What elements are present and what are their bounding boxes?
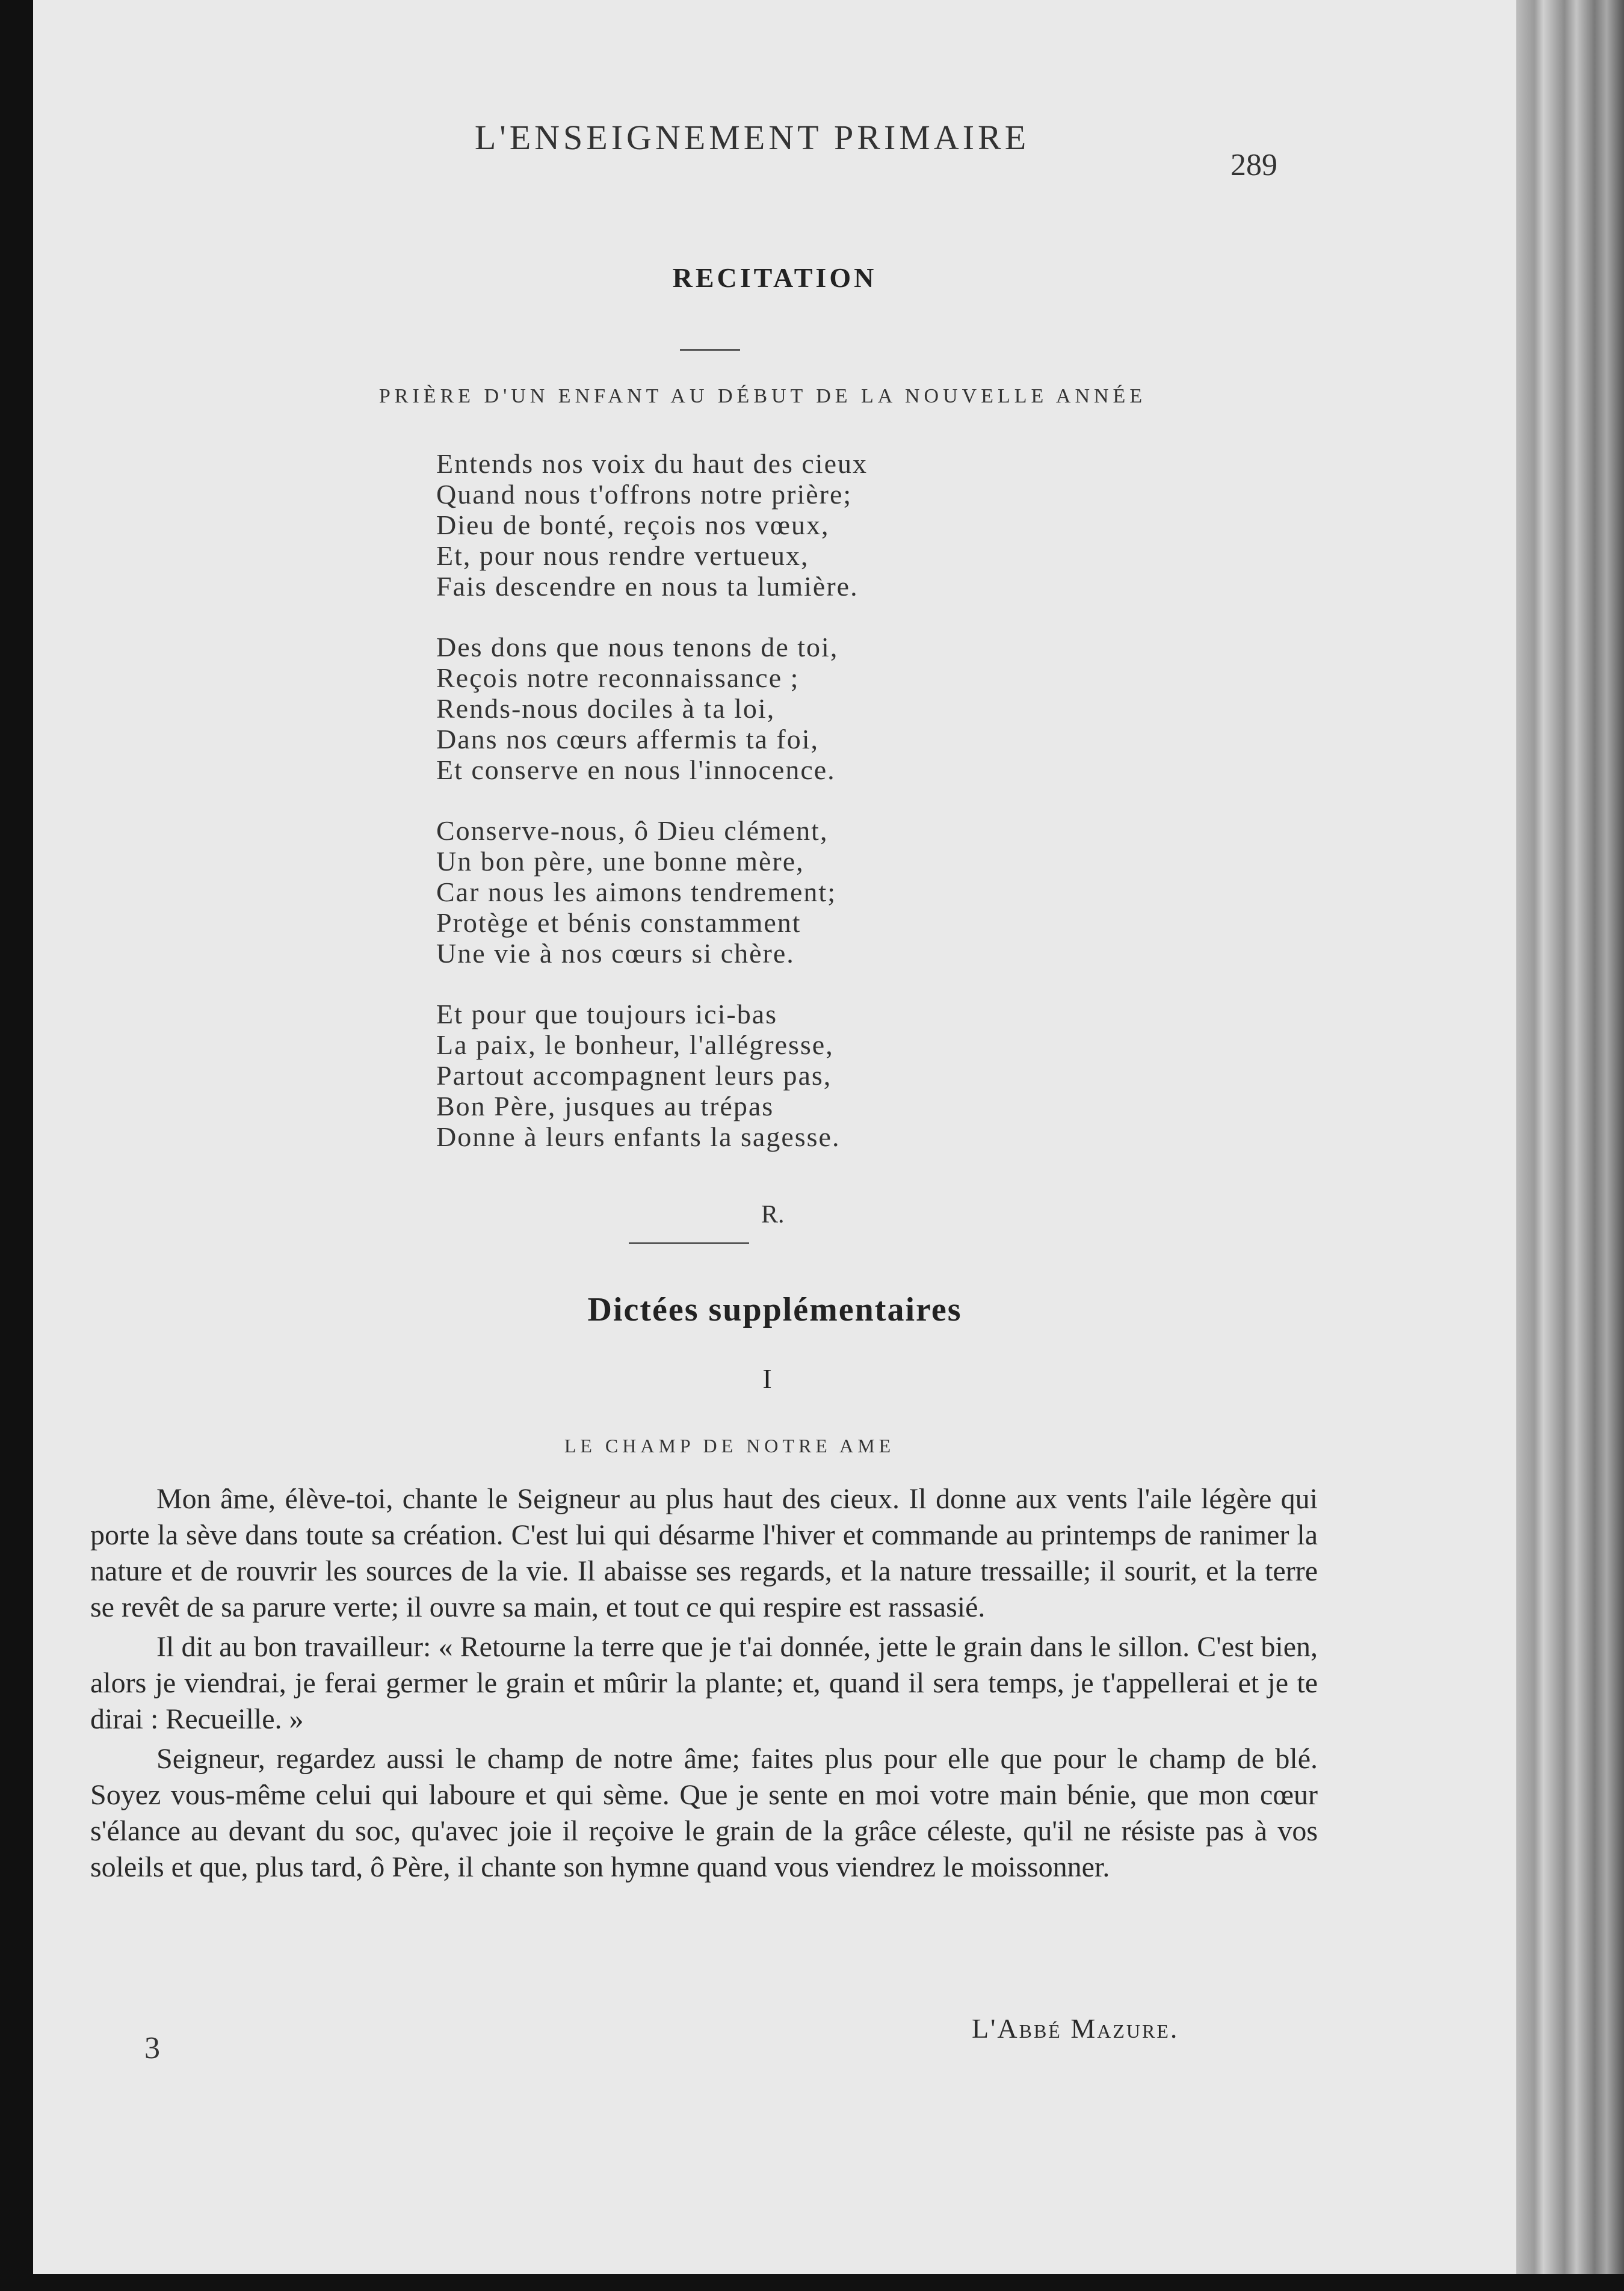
poem-line: Une vie à nos cœurs si chère. (436, 938, 795, 969)
poem-line: Bon Père, jusques au trépas (436, 1091, 774, 1121)
poem-line: Reçois notre reconnaissance ; (436, 662, 800, 693)
stanza-3 (436, 815, 1098, 969)
poem-title: PRIÈRE D'UN ENFANT AU DÉBUT DE LA NOUVELLE ANNÉE (378, 385, 1147, 407)
poem-line: Partout accompagnent leurs pas, (436, 1060, 832, 1091)
poem-line: Donne à leurs enfants la sagesse. (436, 1121, 841, 1152)
poem-line: Rends-nous dociles à ta loi, (436, 693, 776, 724)
poem-line: Des dons que nous tenons de toi, (436, 632, 839, 662)
poem-line: Quand nous t'offrons notre prière; (436, 479, 853, 510)
running-header (33, 117, 1516, 182)
poem-line: Entends nos voix du haut des cieux (436, 448, 868, 479)
poem-line: Fais descendre en nous ta lumière. (436, 571, 859, 602)
poem-line: Car nous les aimons tendrement; (436, 877, 836, 907)
poem-line: Dieu de bonté, reçois nos vœux, (436, 510, 830, 540)
page-number: 289 (1230, 148, 1277, 182)
divider-rule (680, 349, 740, 351)
poem-signature: R. (761, 1201, 785, 1229)
stanza-1 (436, 448, 1098, 602)
poem-line: Un bon père, une bonne mère, (436, 846, 804, 877)
dictee-number: I (762, 1363, 775, 1394)
printer-signature-mark: 3 (144, 2031, 160, 2065)
poem-line: Et pour que toujours ici-bas (436, 999, 778, 1029)
dictee-text (90, 1481, 1318, 1889)
scan-border-left (0, 0, 33, 2291)
book-page (33, 0, 1516, 2274)
scan-border-bottom (0, 2274, 1624, 2291)
scan-page-edge-right (1516, 0, 1624, 2291)
stanza-2 (436, 632, 1098, 785)
poem-line: La paix, le bonheur, l'allégresse, (436, 1029, 834, 1060)
stanza-4 (436, 999, 1098, 1152)
poem-line: Protège et bénis constamment (436, 907, 801, 938)
poem-line: Conserve-nous, ô Dieu clément, (436, 815, 829, 846)
dictees-heading: Dictées supplémentaires (587, 1291, 962, 1328)
divider-rule (629, 1242, 749, 1244)
poem-line: Et conserve en nous l'innocence. (436, 754, 836, 785)
paragraph: Il dit au bon travailleur: « Retourne la terre que je t'ai donnée, jette le grain dans le sillon. C'est bien, alors je viendrai, je ferai germer le grain et mûrir la plante; et, quand il sera temps, je t'appellerai et je te dirai : Recueille. » (90, 1631, 1318, 1735)
journal-title: L'ENSEIGNEMENT PRIMAIRE (474, 118, 1030, 157)
poem-line: Dans nos cœurs affermis ta foi, (436, 724, 820, 754)
author-signature: L'Abbé Mazure. (972, 2013, 1179, 2044)
poem (436, 448, 1098, 1182)
paragraph: Seigneur, regardez aussi le champ de notre âme; faites plus pour elle que pour le champ de blé. Soyez vous-même celui qui laboure et qui sème. Que je sente en moi votre main bénie, que mon cœur s'élance au devant du soc, qu'avec joie il reçoive le grain de la grâce céleste, qu'il ne résiste pas à vos soleils et que, plus tard, ô Père, il chante son hymne quand vous viendrez le moissonner. (90, 1743, 1318, 1883)
dictee-title: LE CHAMP DE NOTRE AME (564, 1435, 895, 1457)
poem-line: Et, pour nous rendre vertueux, (436, 540, 809, 571)
recitation-heading: RECITATION (672, 262, 877, 293)
paragraph: Mon âme, élève-toi, chante le Seigneur au plus haut des cieux. Il donne aux vents l'aile légère qui porte la sève dans toute sa création. C'est lui qui désarme l'hiver et commande au printemps de ranimer la nature et de rouvrir les sources de la vie. Il abaisse ses regards, et la nature tressaille; il sourit, et la terre se revêt de sa parure verte; il ouvre sa main, et tout ce qui respire est rassasié. (90, 1483, 1318, 1623)
